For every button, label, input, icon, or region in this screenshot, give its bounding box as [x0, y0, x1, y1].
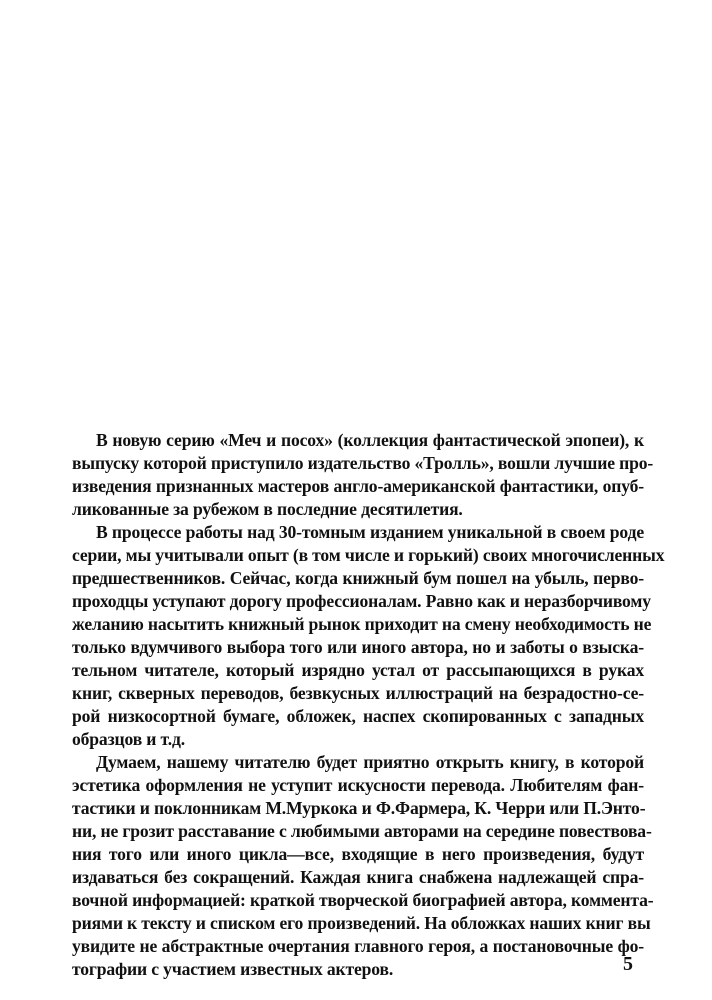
body-text — [72, 429, 665, 981]
paragraph-1-line-3: изведения признанных мастеров англо-американской фантастики, опуб- — [72, 476, 644, 496]
paragraph-2-line-3: предшественников. Сейчас, когда книжный бум пошел на убыль, перво- — [72, 568, 644, 588]
paragraph-3-line-5: ния того или иного цикла—все, входящие в него произведения, будут — [72, 844, 644, 864]
paragraph-2-line-9: рой низкосортной бумаге, обложек, наспех скопированных с западных — [72, 706, 644, 726]
paragraph-3-line-8: риями к тексту и списком его произведений. На обложках наших книг вы — [72, 913, 651, 933]
paragraph-2-line-4: проходцы уступают дорогу профессионалам. Равно как и неразборчивому — [72, 591, 651, 611]
page-number: 5 — [623, 953, 633, 975]
paragraph-2-line-7: тельном читателе, который изрядно устал от рассыпающихся в руках — [72, 660, 644, 680]
paragraph-3-line-2: эстетика оформления не уступит искусности перевода. Любителям фан- — [72, 775, 644, 795]
paragraph-3-line-10: тографии с участием известных актеров. — [72, 959, 394, 979]
paragraph-3-line-3: тастики и поклонникам М.Муркока и Ф.Фармера, К. Черри или П.Энто- — [72, 798, 646, 818]
paragraph-1-line-4: ликованные за рубежом в последние десятилетия. — [72, 499, 463, 519]
paragraph-2-line-10: образцов и т.д. — [72, 729, 185, 749]
paragraph-1-line-2: выпуску которой приступило издательство «Тролль», вошли лучшие про- — [72, 453, 654, 473]
paragraph-2-line-8: книг, скверных переводов, безвкусных иллюстраций на безрадостно-се- — [72, 683, 644, 703]
paragraph-2-line-2: серии, мы учитывали опыт (в том числе и горький) своих многочисленных — [72, 545, 665, 565]
paragraph-1-line-1: В новую серию «Меч и посох» (коллекция фантастической эпопеи), к — [96, 430, 644, 450]
paragraph-3-line-9: увидите не абстрактные очертания главного героя, а постановочные фо- — [72, 936, 644, 956]
paragraph-3-line-1: Думаем, нашему читателю будет приятно открыть книгу, в которой — [96, 752, 644, 772]
paragraph-2-line-1: В процессе работы над 30-томным изданием уникальной в своем роде — [96, 522, 644, 542]
paragraph-3-line-6: издаваться без сокращений. Каждая книга снабжена надлежащей спра- — [72, 867, 644, 887]
paragraph-2-line-5: желанию насытить книжный рынок приходит на смену необходимость не — [72, 614, 652, 634]
paragraph-3-line-4: ни, не грозит расставание с любимыми авторами на середине повествова- — [72, 821, 652, 841]
paragraph-3-line-7: вочной информацией: краткой творческой биографией автора, коммента- — [72, 890, 654, 910]
paragraph-2-line-6: только вдумчивого выбора того или иного автора, но и заботы о взыска- — [72, 637, 644, 657]
